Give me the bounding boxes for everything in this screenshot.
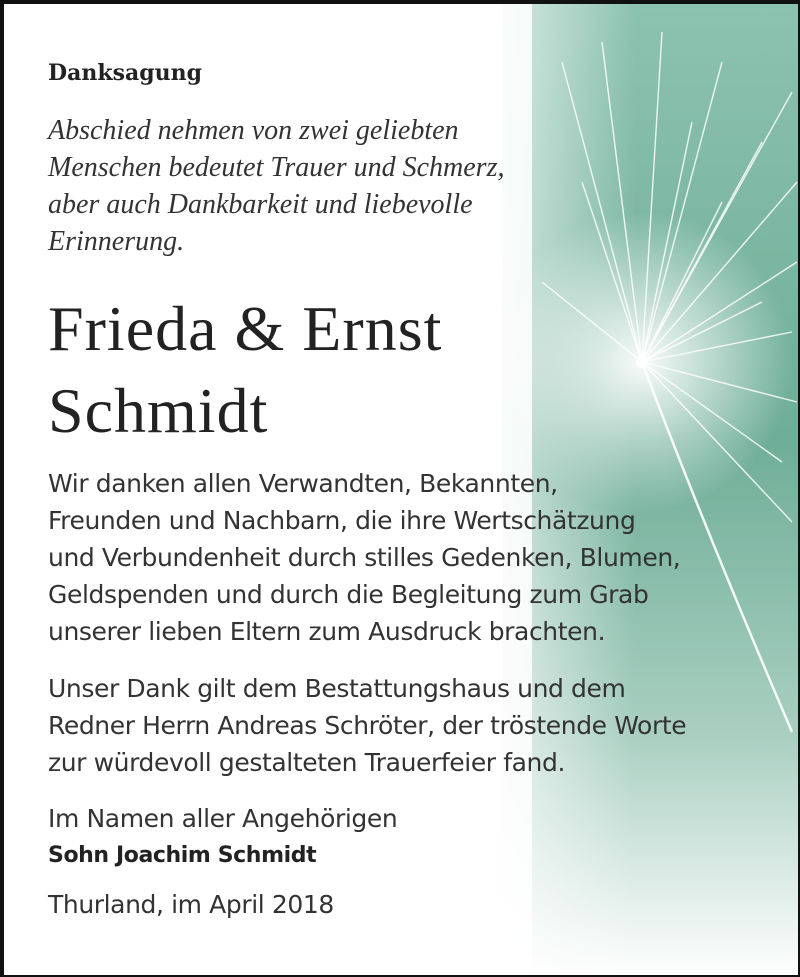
paragraph-line: Unser Dank gilt dem Bestattungshaus und dem <box>48 674 626 703</box>
quote <box>48 112 504 260</box>
deceased-name-line: Schmidt <box>48 375 269 446</box>
paragraph-line: Geldspenden und durch die Begleitung zum Grab <box>48 580 649 609</box>
signer-name: Sohn Joachim Schmidt <box>48 843 317 868</box>
deceased-names <box>48 288 442 452</box>
quote-line: Menschen bedeutet Trauer und Schmerz, <box>48 152 505 183</box>
paragraph-line: Wir danken allen Verwandten, Bekannten, <box>48 469 558 498</box>
paragraph-line: und Verbundenheit durch stilles Gedenken, Blumen, <box>48 543 681 572</box>
thanks-paragraph <box>48 465 680 650</box>
deceased-name-line: Frieda & Ernst <box>48 293 443 364</box>
quote-line: Erinnerung. <box>48 226 185 257</box>
closing-line: Im Namen aller Angehörigen <box>48 804 398 833</box>
quote-line: aber auch Dankbarkeit und liebevolle <box>48 189 473 220</box>
notice-heading: Danksagung <box>48 60 202 86</box>
paragraph-line: Redner Herrn Andreas Schröter, der tröstende Worte <box>48 711 687 740</box>
funeral-thanks-paragraph <box>48 670 686 781</box>
paragraph-line: zur würdevoll gestalteten Trauerfeier fand. <box>48 748 566 777</box>
paragraph-line: unserer lieben Eltern zum Ausdruck brachten. <box>48 617 606 646</box>
place-date: Thurland, im April 2018 <box>48 890 334 919</box>
paragraph-line: Freunden und Nachbarn, die ihre Wertschätzung <box>48 506 636 535</box>
quote-line: Abschied nehmen von zwei geliebten <box>48 115 459 146</box>
closing-block <box>48 800 397 874</box>
